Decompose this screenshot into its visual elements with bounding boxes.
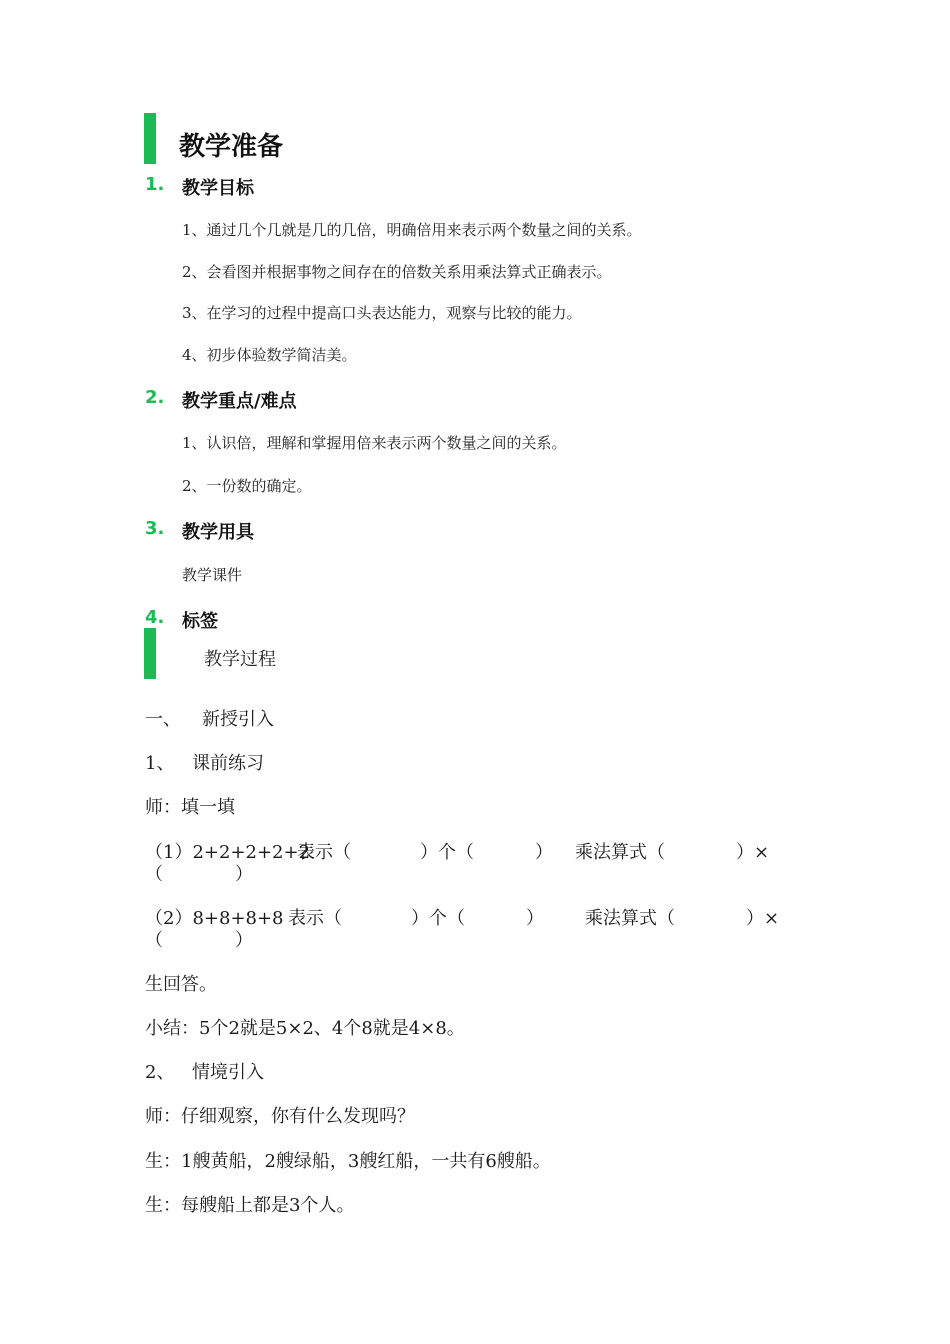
exercise-close: ） [535, 842, 553, 863]
exercise-multiply: 乘法算式（ [575, 842, 665, 863]
section-number: 1. [145, 174, 165, 195]
exercise-times: ）× [746, 908, 780, 929]
teacher-line: 师：仔细观察，你有什么发现吗？ [145, 1106, 415, 1127]
section-title-tools: 教学用具 [182, 522, 254, 543]
part-title: 新授引入 [202, 709, 274, 730]
objective-line: 1、通过几个几就是几的几倍，明确倍用来表示两个数量之间的关系。 [182, 221, 642, 239]
section-title-keypoints: 教学重点/难点 [182, 391, 297, 412]
exercise-times: ）× [736, 842, 770, 863]
exercise-label: （2）8+8+8+8 [145, 908, 284, 929]
part-number: 一、 [145, 709, 181, 730]
exercise-close: ） [526, 908, 544, 929]
step-title: 课前练习 [192, 753, 264, 774]
exercise-count: ）个（ [420, 842, 474, 863]
section-accent-bar [144, 113, 156, 164]
section-number: 4. [145, 607, 165, 628]
objective-line: 4、初步体验数学简洁美。 [182, 346, 357, 364]
objective-line: 2、会看图并根据事物之间存在的倍数关系用乘法算式正确表示。 [182, 263, 612, 281]
exercise-represent: 表示（ [297, 842, 351, 863]
section-number: 3. [145, 518, 165, 539]
section-number: 2. [145, 387, 165, 408]
exercise-multiply: 乘法算式（ [585, 908, 675, 929]
section-title-tags: 标签 [182, 611, 218, 632]
keypoint-line: 2、一份数的确定。 [182, 477, 312, 495]
objective-line: 3、在学习的过程中提高口头表达能力，观察与比较的能力。 [182, 304, 582, 322]
student-line: 生：每艘船上都是3个人。 [145, 1195, 355, 1216]
exercise-count: ）个（ [411, 908, 465, 929]
student-answer: 生回答。 [145, 974, 217, 995]
page-title: 教学准备 [179, 132, 284, 162]
process-title: 教学过程 [204, 649, 276, 670]
step-number: 1、 [145, 753, 175, 774]
step-title: 情境引入 [192, 1062, 264, 1083]
exercise-label: （1）2+2+2+2+2 [145, 842, 311, 863]
exercise-tail: （ ） [145, 864, 253, 885]
exercise-tail: （ ） [145, 930, 253, 951]
section-title-objectives: 教学目标 [182, 178, 254, 199]
exercise-represent: 表示（ [288, 908, 342, 929]
section-accent-bar [144, 628, 156, 679]
keypoint-line: 1、认识倍，理解和掌握用倍来表示两个数量之间的关系。 [182, 434, 567, 452]
student-line: 生：1艘黄船，2艘绿船，3艘红船，一共有6艘船。 [145, 1151, 551, 1172]
step-number: 2、 [145, 1062, 175, 1083]
tools-line: 教学课件 [182, 566, 243, 584]
summary-line: 小结：5个2就是5×2、4个8就是4×8。 [145, 1018, 465, 1039]
teacher-line: 师：填一填 [145, 797, 235, 818]
